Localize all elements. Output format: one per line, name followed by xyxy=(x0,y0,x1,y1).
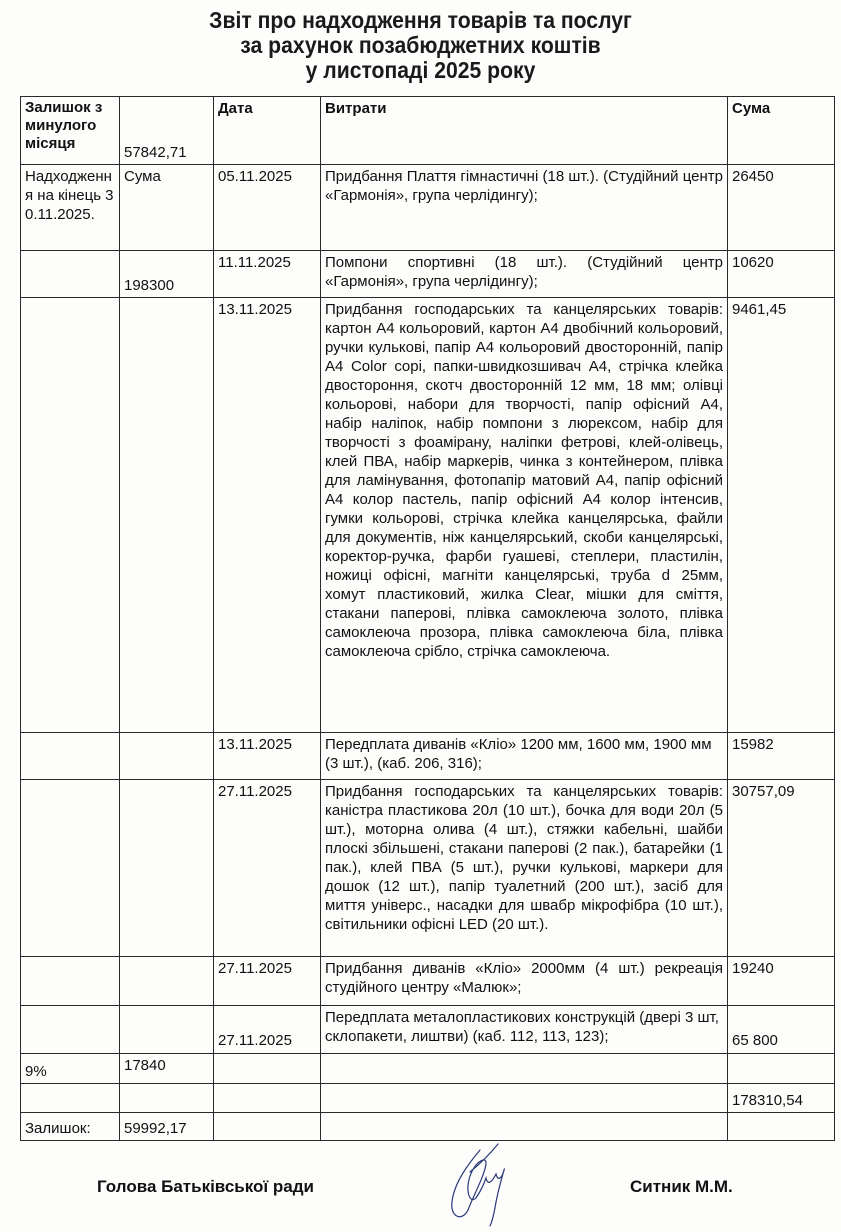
empty-cell xyxy=(120,780,214,957)
row-date: 11.11.2025 xyxy=(214,251,321,298)
remainder-row xyxy=(21,1113,835,1141)
table-row xyxy=(21,1006,835,1054)
row-description: Придбання господарських та канцелярських товарів: картон А4 кольоровий, картон А4 двобічний кольоровий, ручки кулькові, папір А4 кольоровий двосторонній, папір А4 Color copi, папки-швидкозшивач А4, стрічка клейка двостороння, скотч двосторонній 12 мм, 18 мм; олівці кольорові, набори для творчості, папір офісний А4, набір наліпок, набір помпони з люрексом, набір для творчості з фоамірану, наліпки фетрові, клей-олівець, клей ПВА, набір маркерів, чинка з контейнером, плівка для ламінування, фотопапір матовий А4, папір офісний А4 колор пастель, папір офісний А4 колор інтенсив, гумки кольорові, стрічка клейка канцелярська, файли для документів, ніж канцелярський, скоби канцелярські, коректор-ручка, фарби гуашеві, степлери, пластилін, ножиці офісні, магніти канцелярські, труба d 25мм, хомут пластиковий, жилка Clear, мішки для сміття, стакани паперові, плівка самоклеюча золото, плівка самоклеюча прозора, плівка самоклеюча біла, плівка самоклеюча срібло, стрічка самоклеюча. xyxy=(321,298,728,733)
empty-cell xyxy=(21,1084,120,1113)
balance-label-cell: Залишок з минулого місяця xyxy=(21,97,120,165)
income-sum-label-cell: Сума xyxy=(120,165,214,251)
income-sum-value-cell: 198300 xyxy=(120,251,214,298)
empty-cell xyxy=(214,1054,321,1084)
table-row xyxy=(21,251,835,298)
expenses-table xyxy=(20,96,835,1141)
empty-cell xyxy=(120,1006,214,1054)
empty-cell xyxy=(21,251,120,298)
row-description: Передплата металопластикових конструкцій (двері 3 шт, склопакети, лиштви) (каб. 112, 113, 123); xyxy=(321,1006,728,1054)
title-line-2: за рахунок позабюджетних коштів xyxy=(240,32,601,58)
signatory-position: Голова Батьківської ради xyxy=(97,1177,314,1196)
row-date: 27.11.2025 xyxy=(214,957,321,1006)
empty-cell xyxy=(321,1054,728,1084)
empty-cell xyxy=(21,780,120,957)
remainder-value-cell: 59992,17 xyxy=(120,1113,214,1141)
row-amount: 19240 xyxy=(728,957,835,1006)
table-row xyxy=(21,957,835,1006)
empty-cell xyxy=(21,1006,120,1054)
row-amount: 10620 xyxy=(728,251,835,298)
title-line-3: у листопаді 2025 року xyxy=(305,57,536,83)
row-date: 27.11.2025 xyxy=(214,1006,321,1054)
title-line-1: Звіт про надходження товарів та послуг xyxy=(209,7,632,33)
row-amount: 30757,09 xyxy=(728,780,835,957)
row-date: 05.11.2025 xyxy=(214,165,321,251)
header-row xyxy=(21,97,835,165)
remainder-label-cell: Залишок: xyxy=(21,1113,120,1141)
income-label-cell: Надходження на кінець 30.11.2025. xyxy=(21,165,120,251)
tax-row xyxy=(21,1054,835,1084)
signatory-name: Ситник М.М. xyxy=(630,1177,733,1196)
report-title xyxy=(34,8,808,83)
expenses-header: Витрати xyxy=(321,97,728,165)
sum-header: Сума xyxy=(728,97,835,165)
tax-label-cell: 9% xyxy=(21,1054,120,1084)
row-description: Придбання господарських та канцелярських товарів: каністра пластикова 20л (10 шт.), бочка для води 20л (5 шт.), моторна олива (4 шт.), стяжки кабельні, шайби плоскі збільшені, стакани паперові (2 пак.), батарейки (1 пак.), клей ПВА (5 шт.), ручки кулькові, маркери для дошок (12 шт.), папір туалетний (200 шт.), засіб для миття універс., насадки для швабр мікрофібра (10 шт.), світильники офісні LED (20 шт.). xyxy=(321,780,728,957)
table-row xyxy=(21,165,835,251)
empty-cell xyxy=(21,957,120,1006)
total-expenses-cell: 178310,54 xyxy=(728,1084,835,1113)
empty-cell xyxy=(21,298,120,733)
empty-cell xyxy=(321,1113,728,1141)
row-date: 27.11.2025 xyxy=(214,780,321,957)
empty-cell xyxy=(120,298,214,733)
row-amount: 15982 xyxy=(728,733,835,780)
empty-cell xyxy=(214,1084,321,1113)
row-date: 13.11.2025 xyxy=(214,298,321,733)
row-amount: 9461,45 xyxy=(728,298,835,733)
empty-cell xyxy=(120,957,214,1006)
row-amount: 26450 xyxy=(728,165,835,251)
empty-cell xyxy=(21,733,120,780)
table-row xyxy=(21,733,835,780)
empty-cell xyxy=(214,1113,321,1141)
table-row xyxy=(21,298,835,733)
empty-cell xyxy=(120,733,214,780)
empty-cell xyxy=(120,1084,214,1113)
empty-cell xyxy=(728,1113,835,1141)
empty-cell xyxy=(728,1054,835,1084)
signature-icon xyxy=(440,1142,520,1227)
tax-value-cell: 17840 xyxy=(120,1054,214,1084)
total-row xyxy=(21,1084,835,1113)
row-amount: 65 800 xyxy=(728,1006,835,1054)
table-row xyxy=(21,780,835,957)
row-description: Придбання Плаття гімнастичні (18 шт.). (Студійний центр «Гармонія», група черлідингу); xyxy=(321,165,728,251)
date-header: Дата xyxy=(214,97,321,165)
row-description: Придбання диванів «Кліо» 2000мм (4 шт.) рекреація студійного центру «Малюк»; xyxy=(321,957,728,1006)
balance-value-cell: 57842,71 xyxy=(120,97,214,165)
row-description: Передплата диванів «Кліо» 1200 мм, 1600 мм, 1900 мм (3 шт.), (каб. 206, 316); xyxy=(321,733,728,780)
empty-cell xyxy=(321,1084,728,1113)
row-description: Помпони спортивні (18 шт.). (Студійний центр «Гармонія», група черлідингу); xyxy=(321,251,728,298)
row-date: 13.11.2025 xyxy=(214,733,321,780)
